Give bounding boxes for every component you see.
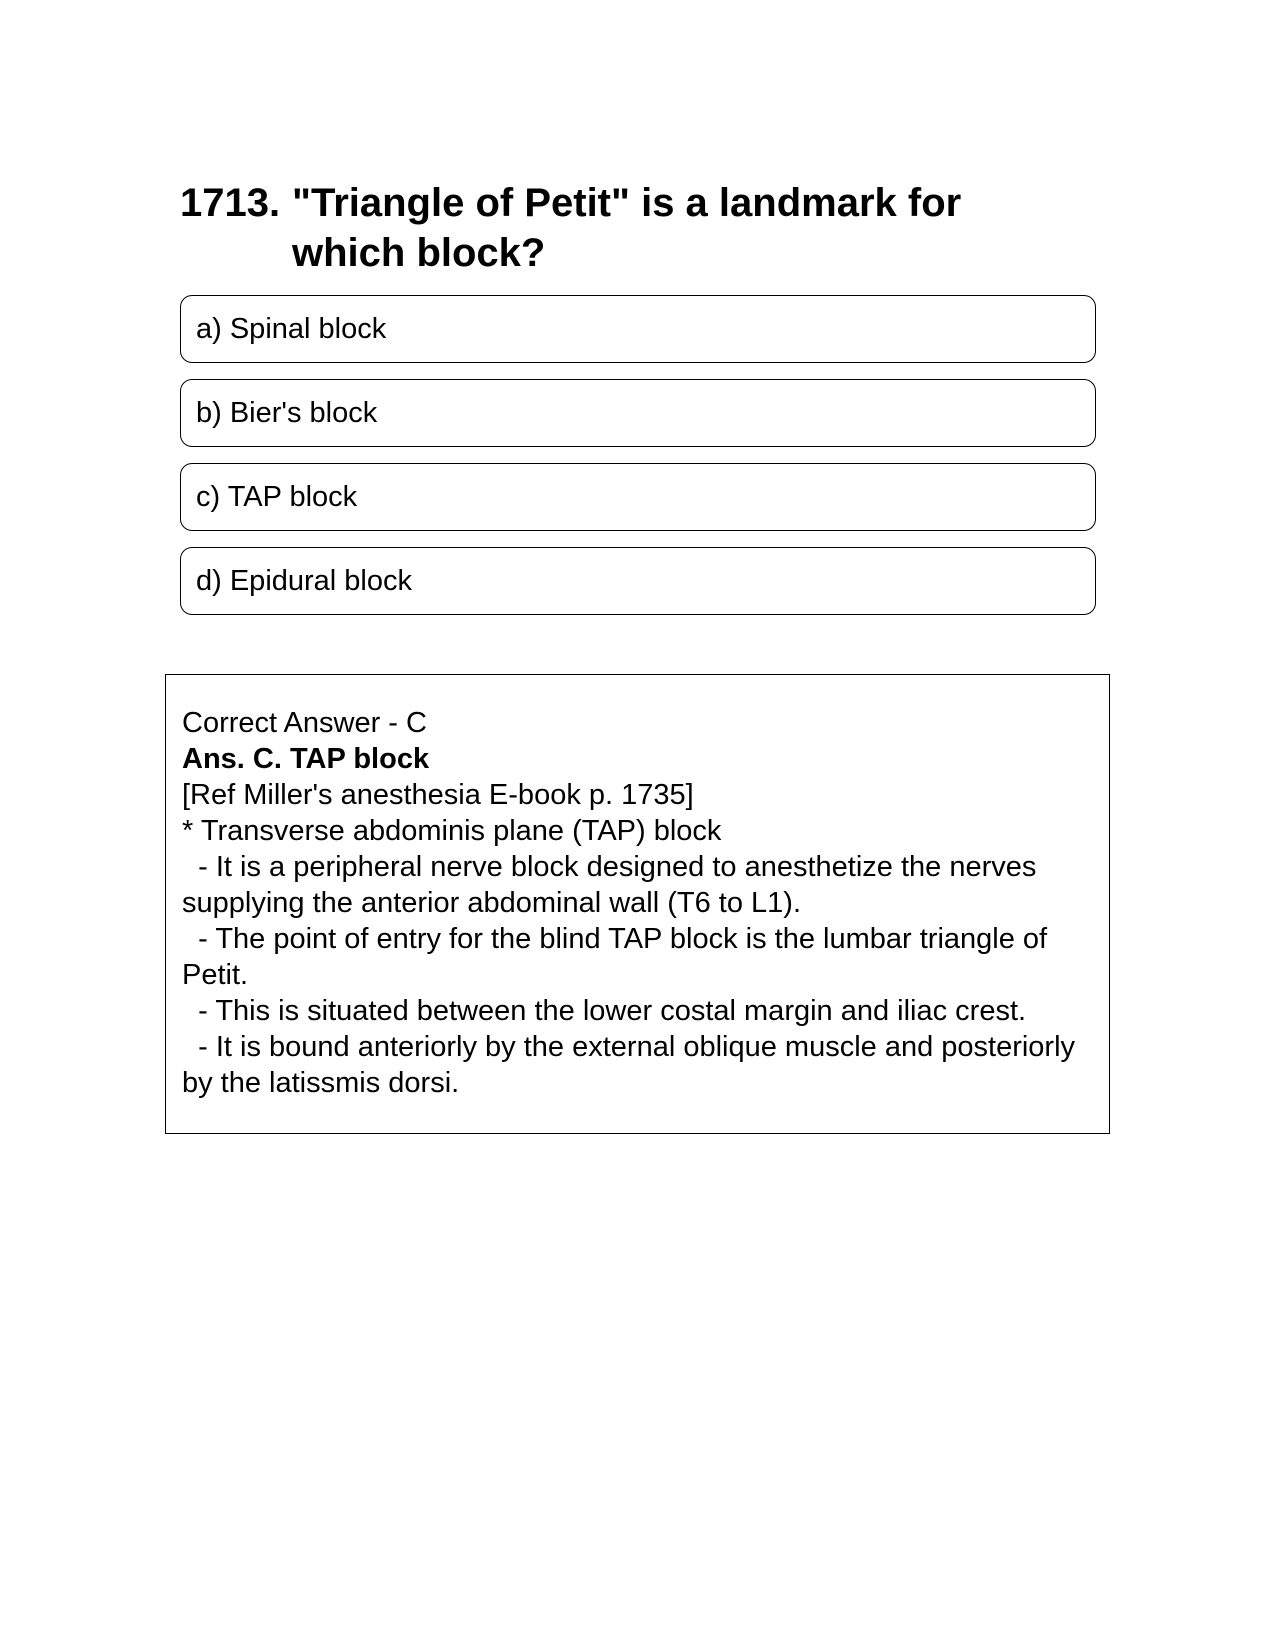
option-d[interactable]: d) Epidural block — [180, 547, 1096, 615]
answer-options — [180, 295, 1096, 631]
explanation-heading: * Transverse abdominis plane (TAP) block — [182, 815, 722, 847]
explanation-point: - The point of entry for the blind TAP block is the lumbar triangle of Petit. — [182, 923, 1056, 991]
answer-explanation-box — [165, 674, 1110, 1134]
explanation-point: - It is a peripheral nerve block designed to anesthetize the nerves supplying the anterior abdominal wall (T6 to L1). — [182, 851, 1045, 919]
explanation-point: - It is bound anteriorly by the external oblique muscle and posteriorly by the latissmis dorsi. — [182, 1031, 1084, 1099]
option-b[interactable]: b) Bier's block — [180, 379, 1096, 447]
answer-title: Ans. C. TAP block — [182, 743, 430, 775]
question-text: "Triangle of Petit" is a landmark for which block? — [292, 181, 962, 275]
question-number: 1713. — [180, 181, 281, 225]
correct-answer-text: Correct Answer - C — [182, 707, 427, 739]
option-a[interactable]: a) Spinal block — [180, 295, 1096, 363]
explanation-point: - This is situated between the lower costal margin and iliac crest. — [182, 995, 1027, 1027]
question-heading — [180, 178, 1040, 278]
reference-text: [Ref Miller's anesthesia E-book p. 1735] — [182, 779, 694, 811]
option-c[interactable]: c) TAP block — [180, 463, 1096, 531]
